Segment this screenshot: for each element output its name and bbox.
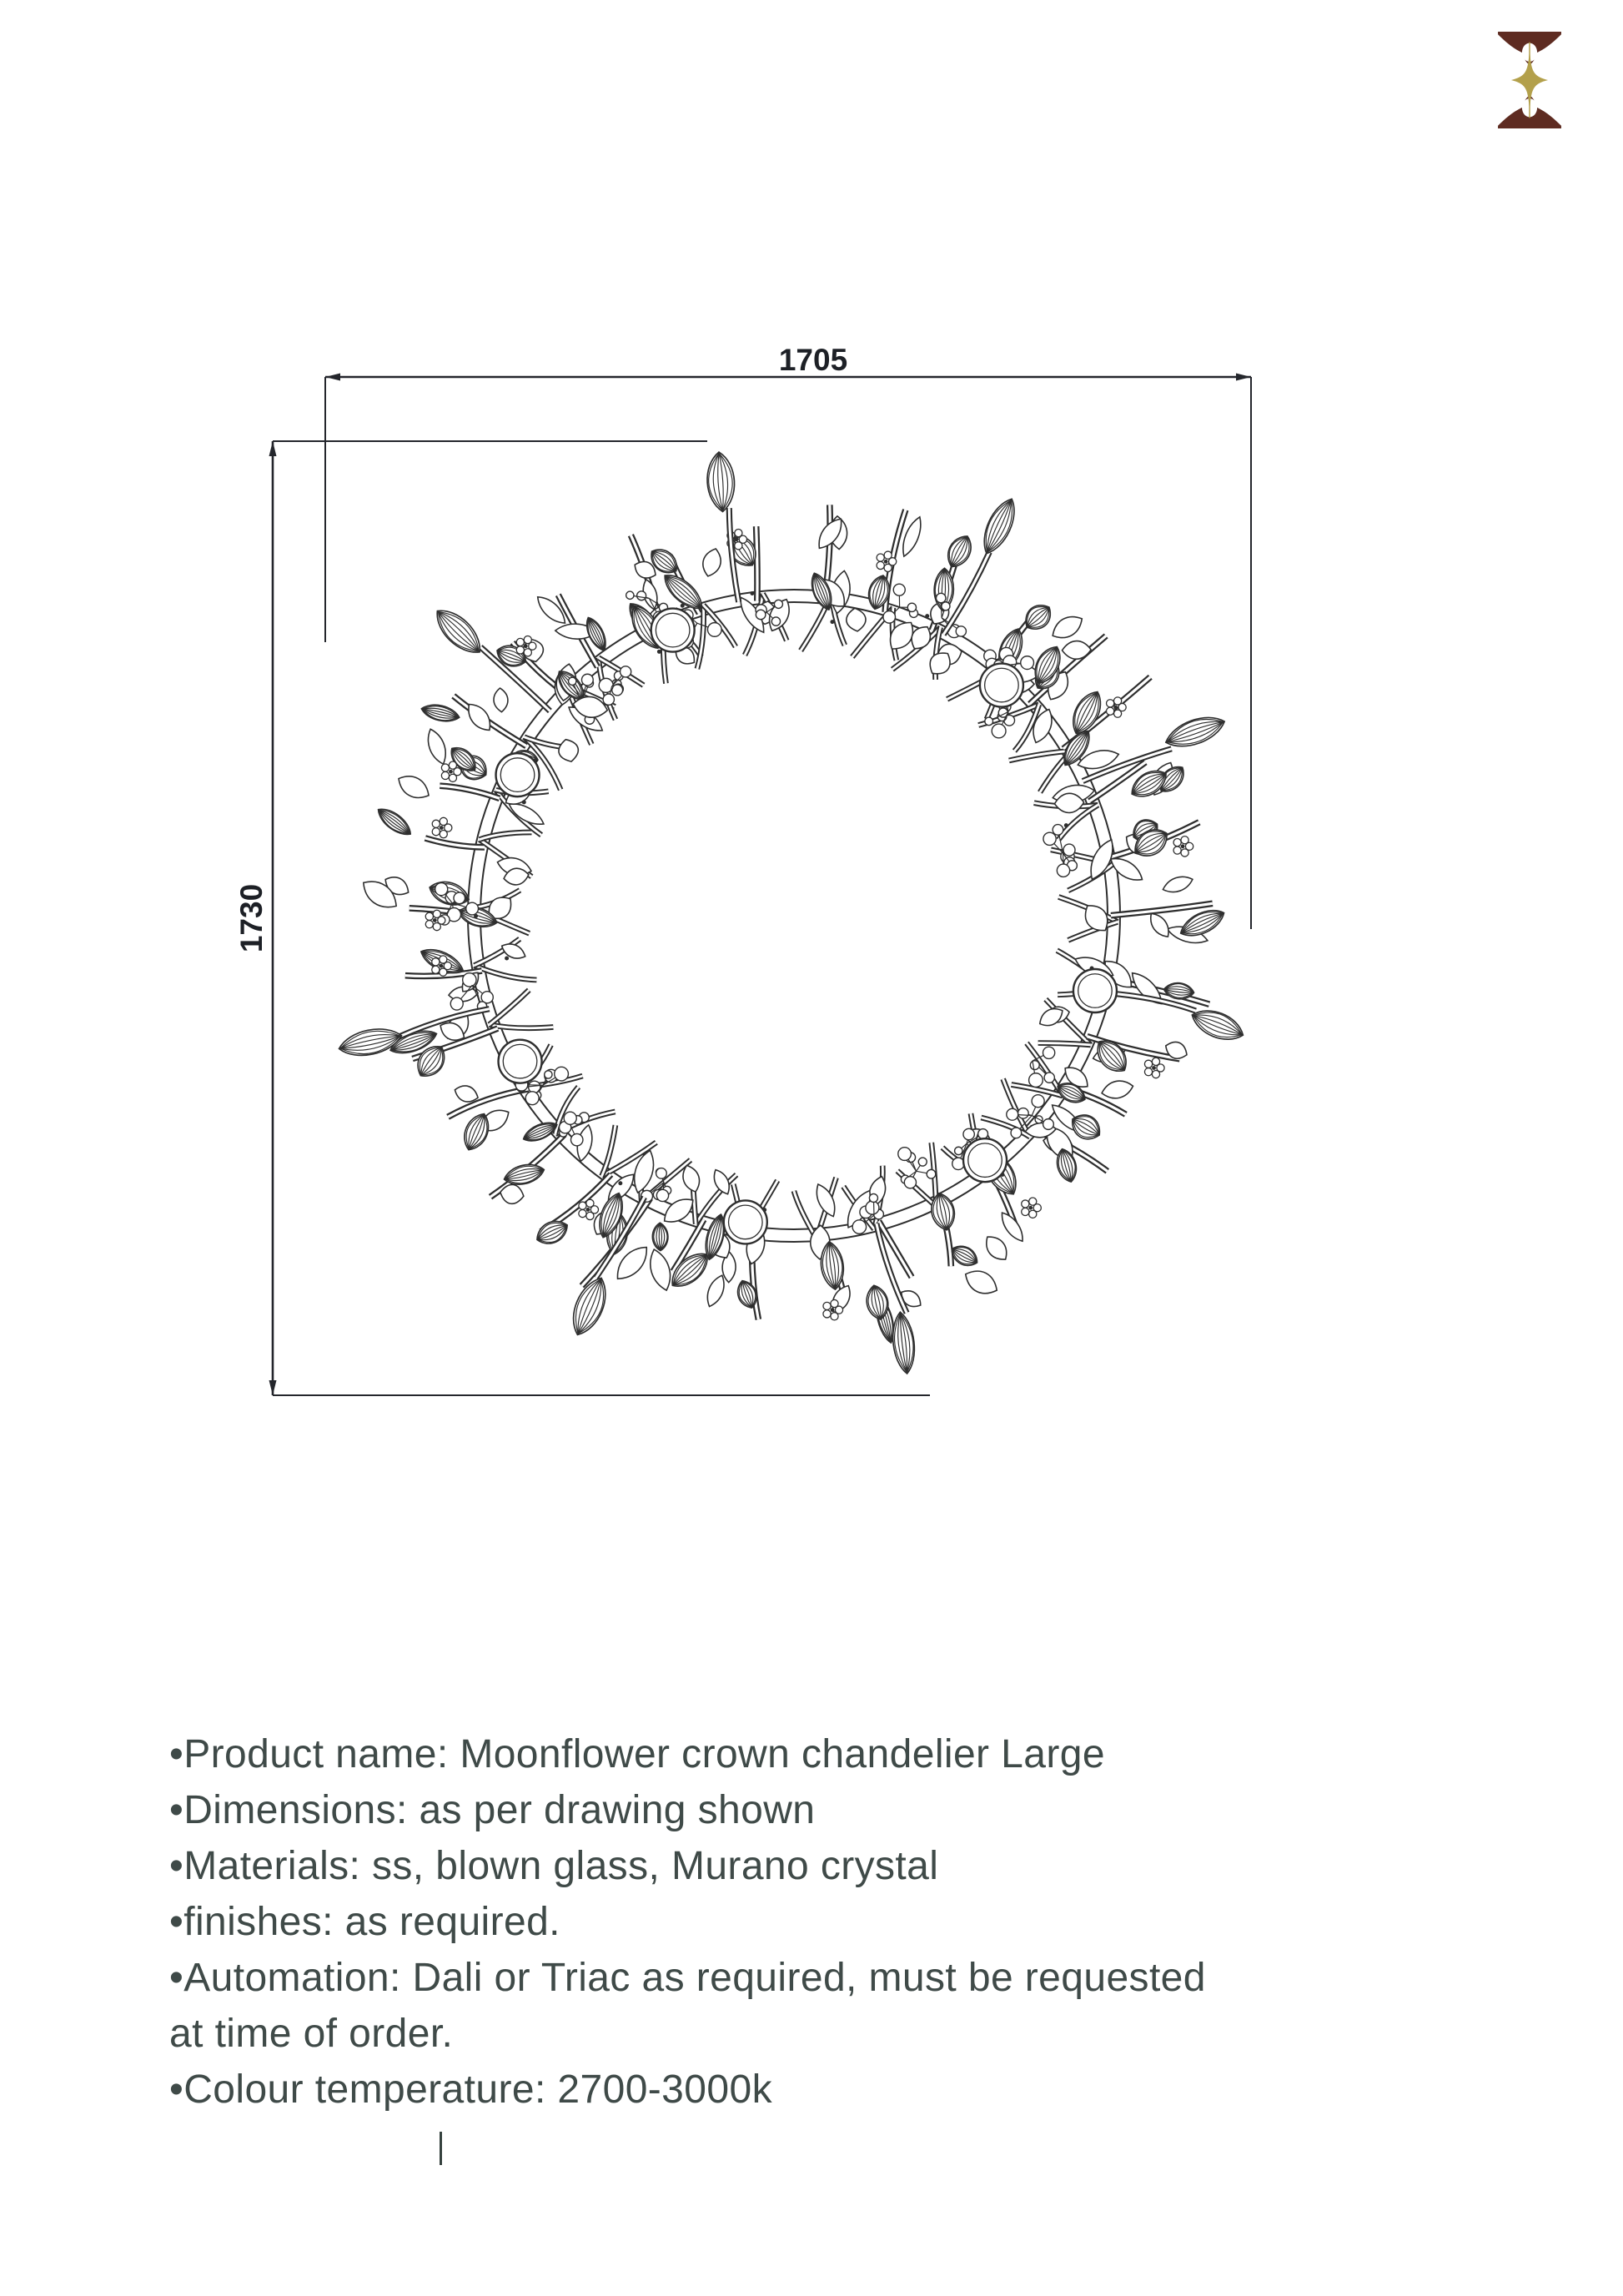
spec-list — [169, 1726, 1206, 2118]
spec-text: Colour temperature: 2700-3000k — [183, 2067, 772, 2112]
spec-line — [169, 2062, 1206, 2118]
spec-text: at time of order. — [169, 2012, 454, 2056]
bullet: • — [169, 1900, 184, 1944]
bullet: • — [169, 1788, 184, 1832]
spec-text: Dimensions: as per drawing shown — [183, 1788, 816, 1832]
spec-line — [169, 1726, 1206, 1782]
width-dimension-label: 1705 — [778, 343, 848, 377]
spec-text: Product name: Moonflower crown chandelier Large — [183, 1732, 1105, 1776]
spec-text: Automation: Dali or Triac as required, must be requested — [183, 1956, 1206, 2000]
height-dimension-label: 1730 — [234, 883, 269, 953]
wreath-illustration — [337, 451, 1248, 1374]
spec-line — [169, 1894, 1206, 1950]
text-cursor — [440, 2132, 442, 2165]
bullet: • — [169, 1956, 184, 2000]
bullet: • — [169, 1732, 184, 1776]
spec-line — [169, 1950, 1206, 2006]
bullet: • — [169, 1844, 184, 1888]
spec-line — [169, 1782, 1206, 1838]
foliage-clusters — [358, 505, 1229, 1344]
spec-text: finishes: as required. — [183, 1900, 560, 1944]
spec-line — [169, 1838, 1206, 1894]
bullet: • — [169, 2067, 184, 2112]
spec-line — [169, 2006, 1206, 2062]
spec-text: Materials: ss, blown glass, Murano crystal — [183, 1844, 939, 1888]
